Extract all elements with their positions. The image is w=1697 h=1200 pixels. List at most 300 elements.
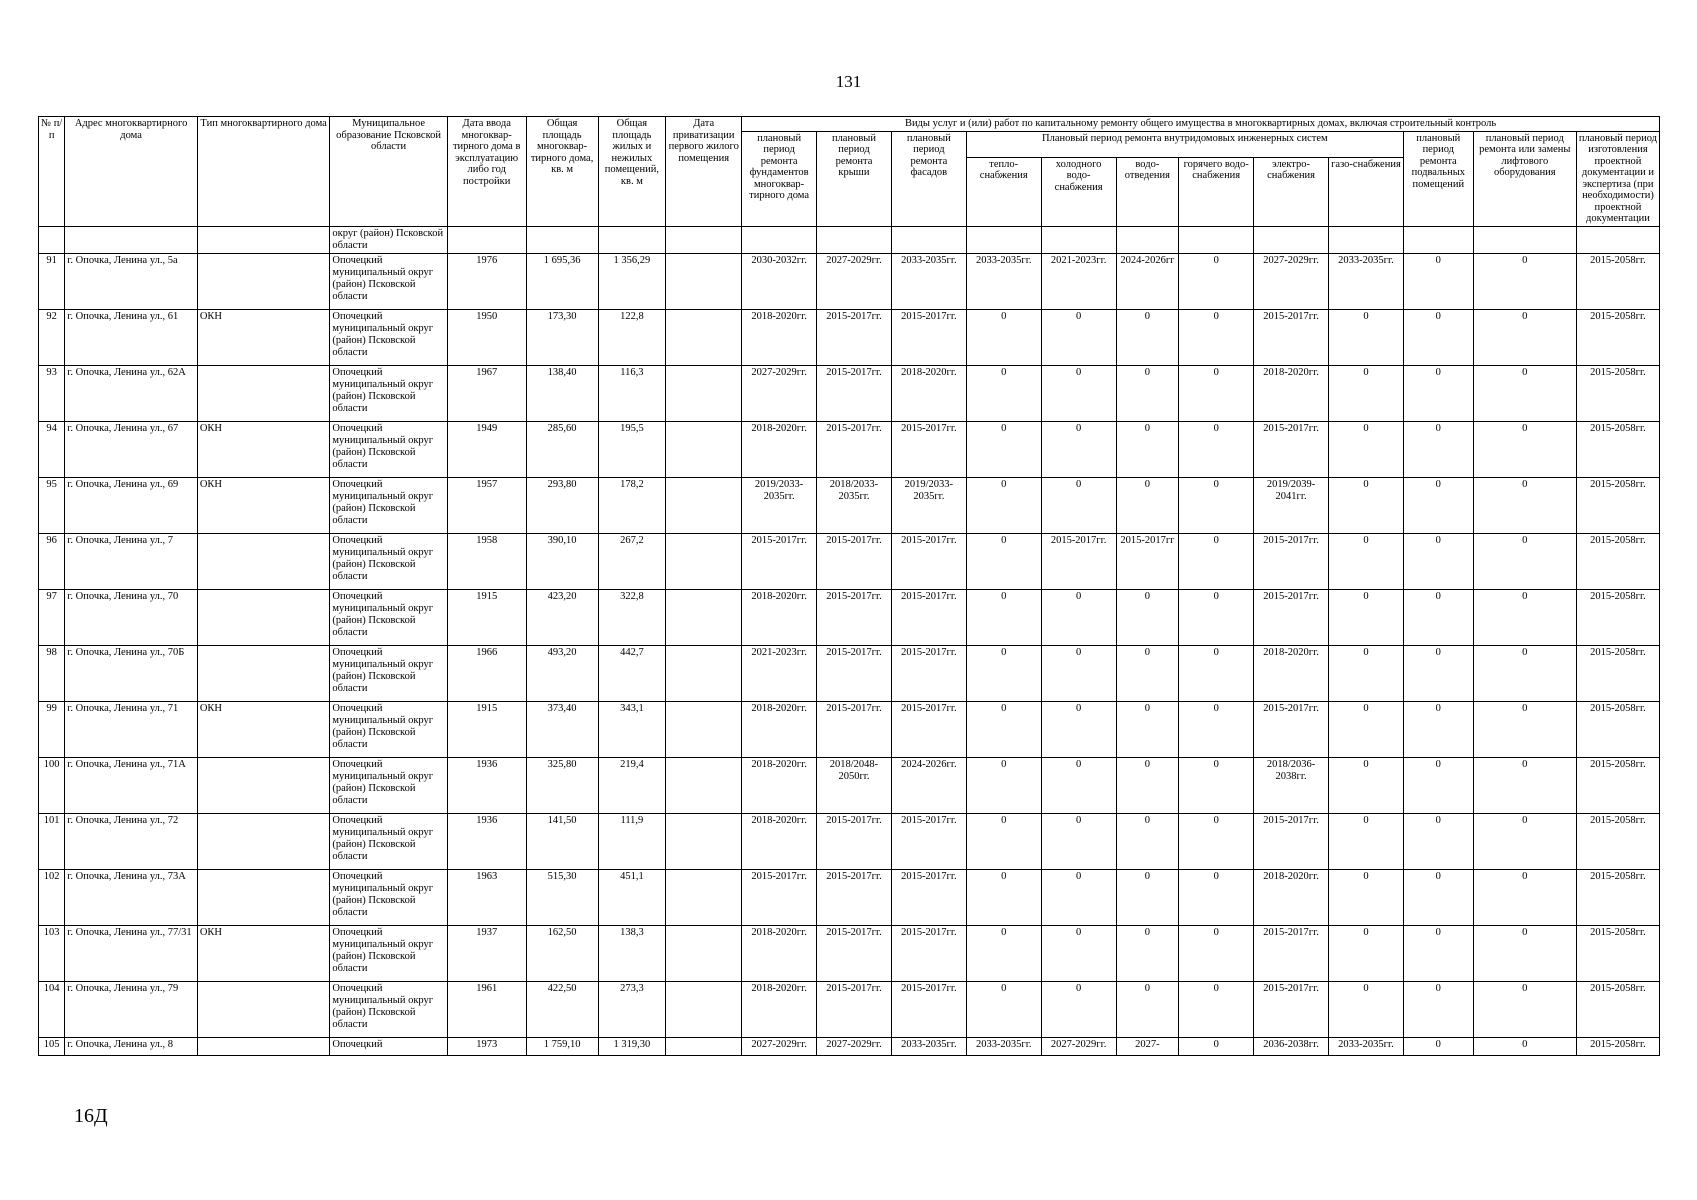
row-gas: 0: [1329, 533, 1404, 589]
row-elevator: 0: [1473, 533, 1576, 589]
row-elevator: 0: [1473, 477, 1576, 533]
row-gas: 2033-2035гг.: [1329, 253, 1404, 309]
row-facade: 2015-2017гг.: [891, 981, 966, 1037]
row-address: г. Опочка, Ленина ул., 7: [65, 533, 198, 589]
row-date-entry: 1950: [447, 309, 526, 365]
row-address: г. Опочка, Ленина ул., 70Б: [65, 645, 198, 701]
row-facade: 2015-2017гг.: [891, 589, 966, 645]
table-row: [39, 365, 1660, 421]
row-facade: 2015-2017гг.: [891, 925, 966, 981]
row-roof: 2018/2048-2050гг.: [817, 757, 892, 813]
table-row: [39, 589, 1660, 645]
header-design: плановый период изготовления проектной документации и экспертиза (при необходимости) проектной документации: [1576, 131, 1659, 226]
row-num: 101: [39, 813, 65, 869]
row-hot-water: 0: [1179, 309, 1254, 365]
row-sewer: 0: [1116, 309, 1179, 365]
row-privatization-date: [666, 477, 742, 533]
row-type: [197, 1037, 330, 1055]
row-hot-water: 0: [1179, 701, 1254, 757]
row-elevator: 0: [1473, 869, 1576, 925]
row-address: г. Опочка, Ленина ул., 71А: [65, 757, 198, 813]
row-living-area: 111,9: [598, 813, 666, 869]
row-total-area: 285,60: [526, 421, 598, 477]
footer-mark: 16Д: [74, 1105, 108, 1127]
row-cold-water: 0: [1041, 589, 1116, 645]
table-row: [39, 757, 1660, 813]
row-design: 2015-2058гг.: [1576, 533, 1659, 589]
row-muni: Опочецкий муниципальный округ (район) Псковской области: [330, 813, 447, 869]
table-row: [39, 645, 1660, 701]
row-roof: 2018/2033-2035гг.: [817, 477, 892, 533]
row-num: 91: [39, 253, 65, 309]
row-foundation: 2015-2017гг.: [742, 533, 817, 589]
header-cold-water: холодного водо-снабжения: [1041, 157, 1116, 226]
row-gas: 0: [1329, 309, 1404, 365]
row-num: 92: [39, 309, 65, 365]
row-address: г. Опочка, Ленина ул., 5а: [65, 253, 198, 309]
row-type: ОКН: [197, 309, 330, 365]
row-living-area: 1 356,29: [598, 253, 666, 309]
row-type: ОКН: [197, 925, 330, 981]
row-privatization-date: [666, 701, 742, 757]
row-electric: 2015-2017гг.: [1254, 589, 1329, 645]
row-gas: 0: [1329, 813, 1404, 869]
row-heat: 0: [966, 869, 1041, 925]
row-design: 2015-2058гг.: [1576, 757, 1659, 813]
row-total-area: 422,50: [526, 981, 598, 1037]
capital-repair-table: [38, 116, 1660, 1056]
row-num: 98: [39, 645, 65, 701]
row-living-area: 322,8: [598, 589, 666, 645]
row-heat: 0: [966, 981, 1041, 1037]
row-num: 104: [39, 981, 65, 1037]
header-services-group: Виды услуг и (или) работ по капитальному ремонту общего имущества в многоквартирных домах, включая строительный контроль: [742, 117, 1660, 132]
row-total-area: 1 759,10: [526, 1037, 598, 1055]
row-elevator: 0: [1473, 925, 1576, 981]
row-living-area: 138,3: [598, 925, 666, 981]
row-total-area: 293,80: [526, 477, 598, 533]
row-cold-water: 2027-2029гг.: [1041, 1037, 1116, 1055]
capital-repair-table-wrapper: [38, 116, 1660, 1104]
header-foundation: плановый период ремонта фундаментов многоквар-тирного дома: [742, 131, 817, 226]
row-roof: 2015-2017гг.: [817, 533, 892, 589]
row-sewer: 0: [1116, 365, 1179, 421]
header-type: Тип многоквартирного дома: [197, 117, 330, 227]
row-elevator: 0: [1473, 365, 1576, 421]
row-cold-water: 0: [1041, 309, 1116, 365]
row-hot-water: 0: [1179, 925, 1254, 981]
carry-over-row: [39, 226, 1660, 253]
row-sewer: 0: [1116, 869, 1179, 925]
carry-over-muni: округ (район) Псковской области: [330, 226, 447, 253]
row-num: 96: [39, 533, 65, 589]
row-address: г. Опочка, Ленина ул., 71: [65, 701, 198, 757]
row-roof: 2015-2017гг.: [817, 701, 892, 757]
row-type: [197, 813, 330, 869]
row-cold-water: 2021-2023гг.: [1041, 253, 1116, 309]
row-sewer: 2015-2017гг: [1116, 533, 1179, 589]
row-hot-water: 0: [1179, 757, 1254, 813]
row-hot-water: 0: [1179, 365, 1254, 421]
page-number: 131: [835, 72, 862, 91]
row-address: г. Опочка, Ленина ул., 72: [65, 813, 198, 869]
row-design: 2015-2058гг.: [1576, 1037, 1659, 1055]
row-muni: Опочецкий муниципальный округ (район) Псковской области: [330, 645, 447, 701]
row-roof: 2015-2017гг.: [817, 813, 892, 869]
row-elevator: 0: [1473, 253, 1576, 309]
row-facade: 2015-2017гг.: [891, 645, 966, 701]
row-hot-water: 0: [1179, 421, 1254, 477]
row-type: [197, 645, 330, 701]
row-muni: Опочецкий муниципальный округ (район) Псковской области: [330, 981, 447, 1037]
row-heat: 2033-2035гг.: [966, 1037, 1041, 1055]
row-elevator: 0: [1473, 1037, 1576, 1055]
row-facade: 2015-2017гг.: [891, 813, 966, 869]
row-address: г. Опочка, Ленина ул., 79: [65, 981, 198, 1037]
row-date-entry: 1936: [447, 813, 526, 869]
row-elevator: 0: [1473, 589, 1576, 645]
row-basement: 0: [1403, 757, 1473, 813]
row-facade: 2015-2017гг.: [891, 869, 966, 925]
row-cold-water: 0: [1041, 981, 1116, 1037]
row-date-entry: 1915: [447, 589, 526, 645]
row-heat: 0: [966, 421, 1041, 477]
row-basement: 0: [1403, 869, 1473, 925]
row-cold-water: 0: [1041, 925, 1116, 981]
header-date-entry: Дата ввода многоквар-тирного дома в эксплуатацию либо год постройки: [447, 117, 526, 227]
row-type: [197, 533, 330, 589]
row-cold-water: 0: [1041, 701, 1116, 757]
table-row: [39, 1037, 1660, 1055]
row-roof: 2027-2029гг.: [817, 253, 892, 309]
row-hot-water: 0: [1179, 645, 1254, 701]
header-facade: плановый период ремонта фасадов: [891, 131, 966, 226]
row-muni: Опочецкий муниципальный округ (район) Псковской области: [330, 701, 447, 757]
row-num: 102: [39, 869, 65, 925]
row-total-area: 373,40: [526, 701, 598, 757]
row-muni: Опочецкий муниципальный округ (район) Псковской области: [330, 869, 447, 925]
row-privatization-date: [666, 309, 742, 365]
row-basement: 0: [1403, 253, 1473, 309]
row-heat: 0: [966, 645, 1041, 701]
row-gas: 0: [1329, 869, 1404, 925]
row-basement: 0: [1403, 477, 1473, 533]
row-type: ОКН: [197, 477, 330, 533]
row-cold-water: 0: [1041, 421, 1116, 477]
row-total-area: 1 695,36: [526, 253, 598, 309]
row-electric: 2015-2017гг.: [1254, 701, 1329, 757]
row-electric: 2015-2017гг.: [1254, 421, 1329, 477]
row-elevator: 0: [1473, 645, 1576, 701]
table-row: [39, 813, 1660, 869]
row-type: ОКН: [197, 421, 330, 477]
row-total-area: 390,10: [526, 533, 598, 589]
header-electric: электро-снабжения: [1254, 157, 1329, 226]
row-basement: 0: [1403, 925, 1473, 981]
table-row: [39, 981, 1660, 1037]
row-living-area: 273,3: [598, 981, 666, 1037]
row-roof: 2015-2017гг.: [817, 869, 892, 925]
row-foundation: 2018-2020гг.: [742, 981, 817, 1037]
row-living-area: 195,5: [598, 421, 666, 477]
header-hot-water: горячего водо-снабжения: [1179, 157, 1254, 226]
row-privatization-date: [666, 421, 742, 477]
row-date-entry: 1958: [447, 533, 526, 589]
row-date-entry: 1957: [447, 477, 526, 533]
row-num: 94: [39, 421, 65, 477]
row-roof: 2015-2017гг.: [817, 645, 892, 701]
row-heat: 2033-2035гг.: [966, 253, 1041, 309]
row-sewer: 0: [1116, 589, 1179, 645]
row-gas: 2033-2035гг.: [1329, 1037, 1404, 1055]
row-total-area: 141,50: [526, 813, 598, 869]
header-elevator: плановый период ремонта или замены лифтового оборудования: [1473, 131, 1576, 226]
row-cold-water: 0: [1041, 477, 1116, 533]
row-gas: 0: [1329, 365, 1404, 421]
row-muni: Опочецкий муниципальный округ (район) Псковской области: [330, 365, 447, 421]
row-electric: 2015-2017гг.: [1254, 533, 1329, 589]
row-elevator: 0: [1473, 813, 1576, 869]
row-date-entry: 1949: [447, 421, 526, 477]
header-living-area: Общая площадь жилых и нежилых помещений, кв. м: [598, 117, 666, 227]
row-design: 2015-2058гг.: [1576, 421, 1659, 477]
row-living-area: 122,8: [598, 309, 666, 365]
table-row: [39, 869, 1660, 925]
row-sewer: 0: [1116, 421, 1179, 477]
row-sewer: 0: [1116, 645, 1179, 701]
row-facade: 2018-2020гг.: [891, 365, 966, 421]
row-facade: 2033-2035гг.: [891, 253, 966, 309]
row-hot-water: 0: [1179, 253, 1254, 309]
header-privatization-date: Дата приватизации первого жилого помещения: [666, 117, 742, 227]
row-foundation: 2018-2020гг.: [742, 701, 817, 757]
row-basement: 0: [1403, 981, 1473, 1037]
row-elevator: 0: [1473, 309, 1576, 365]
row-living-area: 1 319,30: [598, 1037, 666, 1055]
row-electric: 2015-2017гг.: [1254, 981, 1329, 1037]
row-basement: 0: [1403, 309, 1473, 365]
row-muni: Опочецкий муниципальный округ (район) Псковской области: [330, 925, 447, 981]
row-date-entry: 1966: [447, 645, 526, 701]
row-total-area: 138,40: [526, 365, 598, 421]
row-hot-water: 0: [1179, 869, 1254, 925]
row-facade: 2015-2017гг.: [891, 533, 966, 589]
row-cold-water: 0: [1041, 869, 1116, 925]
row-num: 95: [39, 477, 65, 533]
header-gas: газо-снабжения: [1329, 157, 1404, 226]
row-total-area: 173,30: [526, 309, 598, 365]
row-date-entry: 1967: [447, 365, 526, 421]
row-living-area: 116,3: [598, 365, 666, 421]
row-electric: 2018-2020гг.: [1254, 869, 1329, 925]
row-facade: 2015-2017гг.: [891, 309, 966, 365]
row-num: 93: [39, 365, 65, 421]
row-gas: 0: [1329, 757, 1404, 813]
row-type: [197, 253, 330, 309]
row-num: 103: [39, 925, 65, 981]
row-gas: 0: [1329, 645, 1404, 701]
row-basement: 0: [1403, 813, 1473, 869]
row-address: г. Опочка, Ленина ул., 62А: [65, 365, 198, 421]
row-hot-water: 0: [1179, 1037, 1254, 1055]
row-muni: Опочецкий муниципальный округ (район) Псковской области: [330, 589, 447, 645]
row-facade: 2024-2026гг.: [891, 757, 966, 813]
row-electric: 2036-2038гг.: [1254, 1037, 1329, 1055]
row-total-area: 325,80: [526, 757, 598, 813]
row-foundation: 2018-2020гг.: [742, 421, 817, 477]
header-total-area: Общая площадь многоквар-тирного дома, кв. м: [526, 117, 598, 227]
row-elevator: 0: [1473, 757, 1576, 813]
row-foundation: 2018-2020гг.: [742, 813, 817, 869]
row-muni: Опочецкий муниципальный округ (район) Псковской области: [330, 309, 447, 365]
row-hot-water: 0: [1179, 533, 1254, 589]
row-electric: 2015-2017гг.: [1254, 925, 1329, 981]
row-living-area: 451,1: [598, 869, 666, 925]
row-cold-water: 0: [1041, 813, 1116, 869]
row-foundation: 2027-2029гг.: [742, 365, 817, 421]
row-roof: 2015-2017гг.: [817, 365, 892, 421]
row-living-area: 267,2: [598, 533, 666, 589]
row-foundation: 2018-2020гг.: [742, 757, 817, 813]
row-design: 2015-2058гг.: [1576, 477, 1659, 533]
row-gas: 0: [1329, 477, 1404, 533]
row-living-area: 343,1: [598, 701, 666, 757]
row-foundation: 2018-2020гг.: [742, 309, 817, 365]
row-design: 2015-2058гг.: [1576, 365, 1659, 421]
row-cold-water: 2015-2017гг.: [1041, 533, 1116, 589]
row-basement: 0: [1403, 589, 1473, 645]
row-roof: 2015-2017гг.: [817, 925, 892, 981]
row-privatization-date: [666, 645, 742, 701]
row-sewer: 0: [1116, 477, 1179, 533]
row-roof: 2015-2017гг.: [817, 421, 892, 477]
row-type: ОКН: [197, 701, 330, 757]
row-basement: 0: [1403, 1037, 1473, 1055]
row-hot-water: 0: [1179, 813, 1254, 869]
row-basement: 0: [1403, 701, 1473, 757]
row-sewer: 0: [1116, 813, 1179, 869]
row-foundation: 2018-2020гг.: [742, 925, 817, 981]
row-elevator: 0: [1473, 421, 1576, 477]
row-date-entry: 1915: [447, 701, 526, 757]
row-foundation: 2019/2033-2035гг.: [742, 477, 817, 533]
header-engineering-group: Плановый период ремонта внутридомовых инженерных систем: [966, 131, 1403, 157]
row-design: 2015-2058гг.: [1576, 645, 1659, 701]
row-muni: Опочецкий муниципальный округ (район) Псковской области: [330, 421, 447, 477]
row-hot-water: 0: [1179, 981, 1254, 1037]
row-basement: 0: [1403, 365, 1473, 421]
row-address: г. Опочка, Ленина ул., 77/31: [65, 925, 198, 981]
row-type: [197, 981, 330, 1037]
row-elevator: 0: [1473, 981, 1576, 1037]
row-sewer: 0: [1116, 981, 1179, 1037]
row-date-entry: 1961: [447, 981, 526, 1037]
row-muni: Опочецкий муниципальный округ (район) Псковской области: [330, 253, 447, 309]
row-facade: 2019/2033-2035гг.: [891, 477, 966, 533]
row-design: 2015-2058гг.: [1576, 309, 1659, 365]
row-type: [197, 365, 330, 421]
row-total-area: 162,50: [526, 925, 598, 981]
row-roof: 2027-2029гг.: [817, 1037, 892, 1055]
row-heat: 0: [966, 309, 1041, 365]
row-sewer: 0: [1116, 757, 1179, 813]
row-muni: Опочецкий муниципальный округ (район) Псковской области: [330, 757, 447, 813]
row-date-entry: 1937: [447, 925, 526, 981]
header-address: Адрес многоквартирного дома: [65, 117, 198, 227]
row-address: г. Опочка, Ленина ул., 73А: [65, 869, 198, 925]
row-heat: 0: [966, 533, 1041, 589]
row-date-entry: 1973: [447, 1037, 526, 1055]
row-num: 97: [39, 589, 65, 645]
row-electric: 2018-2020гг.: [1254, 365, 1329, 421]
row-total-area: 493,20: [526, 645, 598, 701]
row-total-area: 515,30: [526, 869, 598, 925]
row-type: [197, 589, 330, 645]
row-sewer: 0: [1116, 701, 1179, 757]
row-roof: 2015-2017гг.: [817, 981, 892, 1037]
row-roof: 2015-2017гг.: [817, 309, 892, 365]
row-electric: 2018-2020гг.: [1254, 645, 1329, 701]
row-gas: 0: [1329, 925, 1404, 981]
row-heat: 0: [966, 757, 1041, 813]
row-electric: 2027-2029гг.: [1254, 253, 1329, 309]
row-sewer: 2027-: [1116, 1037, 1179, 1055]
row-design: 2015-2058гг.: [1576, 253, 1659, 309]
row-heat: 0: [966, 365, 1041, 421]
row-electric: 2019/2039-2041гг.: [1254, 477, 1329, 533]
row-facade: 2015-2017гг.: [891, 701, 966, 757]
header-roof: плановый период ремонта крыши: [817, 131, 892, 226]
row-design: 2015-2058гг.: [1576, 701, 1659, 757]
row-gas: 0: [1329, 589, 1404, 645]
row-cold-water: 0: [1041, 645, 1116, 701]
row-heat: 0: [966, 477, 1041, 533]
row-foundation: 2027-2029гг.: [742, 1037, 817, 1055]
row-heat: 0: [966, 701, 1041, 757]
header-muni: Муниципальное образование Псковской области: [330, 117, 447, 227]
row-cold-water: 0: [1041, 365, 1116, 421]
row-foundation: 2021-2023гг.: [742, 645, 817, 701]
row-privatization-date: [666, 589, 742, 645]
row-date-entry: 1976: [447, 253, 526, 309]
row-privatization-date: [666, 757, 742, 813]
row-electric: 2015-2017гг.: [1254, 813, 1329, 869]
row-num: 100: [39, 757, 65, 813]
header-heat: тепло-снабжения: [966, 157, 1041, 226]
row-address: г. Опочка, Ленина ул., 69: [65, 477, 198, 533]
row-design: 2015-2058гг.: [1576, 869, 1659, 925]
row-address: г. Опочка, Ленина ул., 8: [65, 1037, 198, 1055]
row-foundation: 2015-2017гг.: [742, 869, 817, 925]
row-num: 105: [39, 1037, 65, 1055]
row-muni: Опочецкий: [330, 1037, 447, 1055]
row-gas: 0: [1329, 701, 1404, 757]
row-hot-water: 0: [1179, 477, 1254, 533]
row-sewer: 2024-2026гг: [1116, 253, 1179, 309]
row-cold-water: 0: [1041, 757, 1116, 813]
row-basement: 0: [1403, 533, 1473, 589]
row-facade: 2015-2017гг.: [891, 421, 966, 477]
row-electric: 2015-2017гг.: [1254, 309, 1329, 365]
row-foundation: 2018-2020гг.: [742, 589, 817, 645]
row-privatization-date: [666, 869, 742, 925]
table-row: [39, 253, 1660, 309]
row-address: г. Опочка, Ленина ул., 61: [65, 309, 198, 365]
row-privatization-date: [666, 925, 742, 981]
header-basement: плановый период ремонта подвальных помещений: [1403, 131, 1473, 226]
row-foundation: 2030-2032гг.: [742, 253, 817, 309]
row-design: 2015-2058гг.: [1576, 925, 1659, 981]
